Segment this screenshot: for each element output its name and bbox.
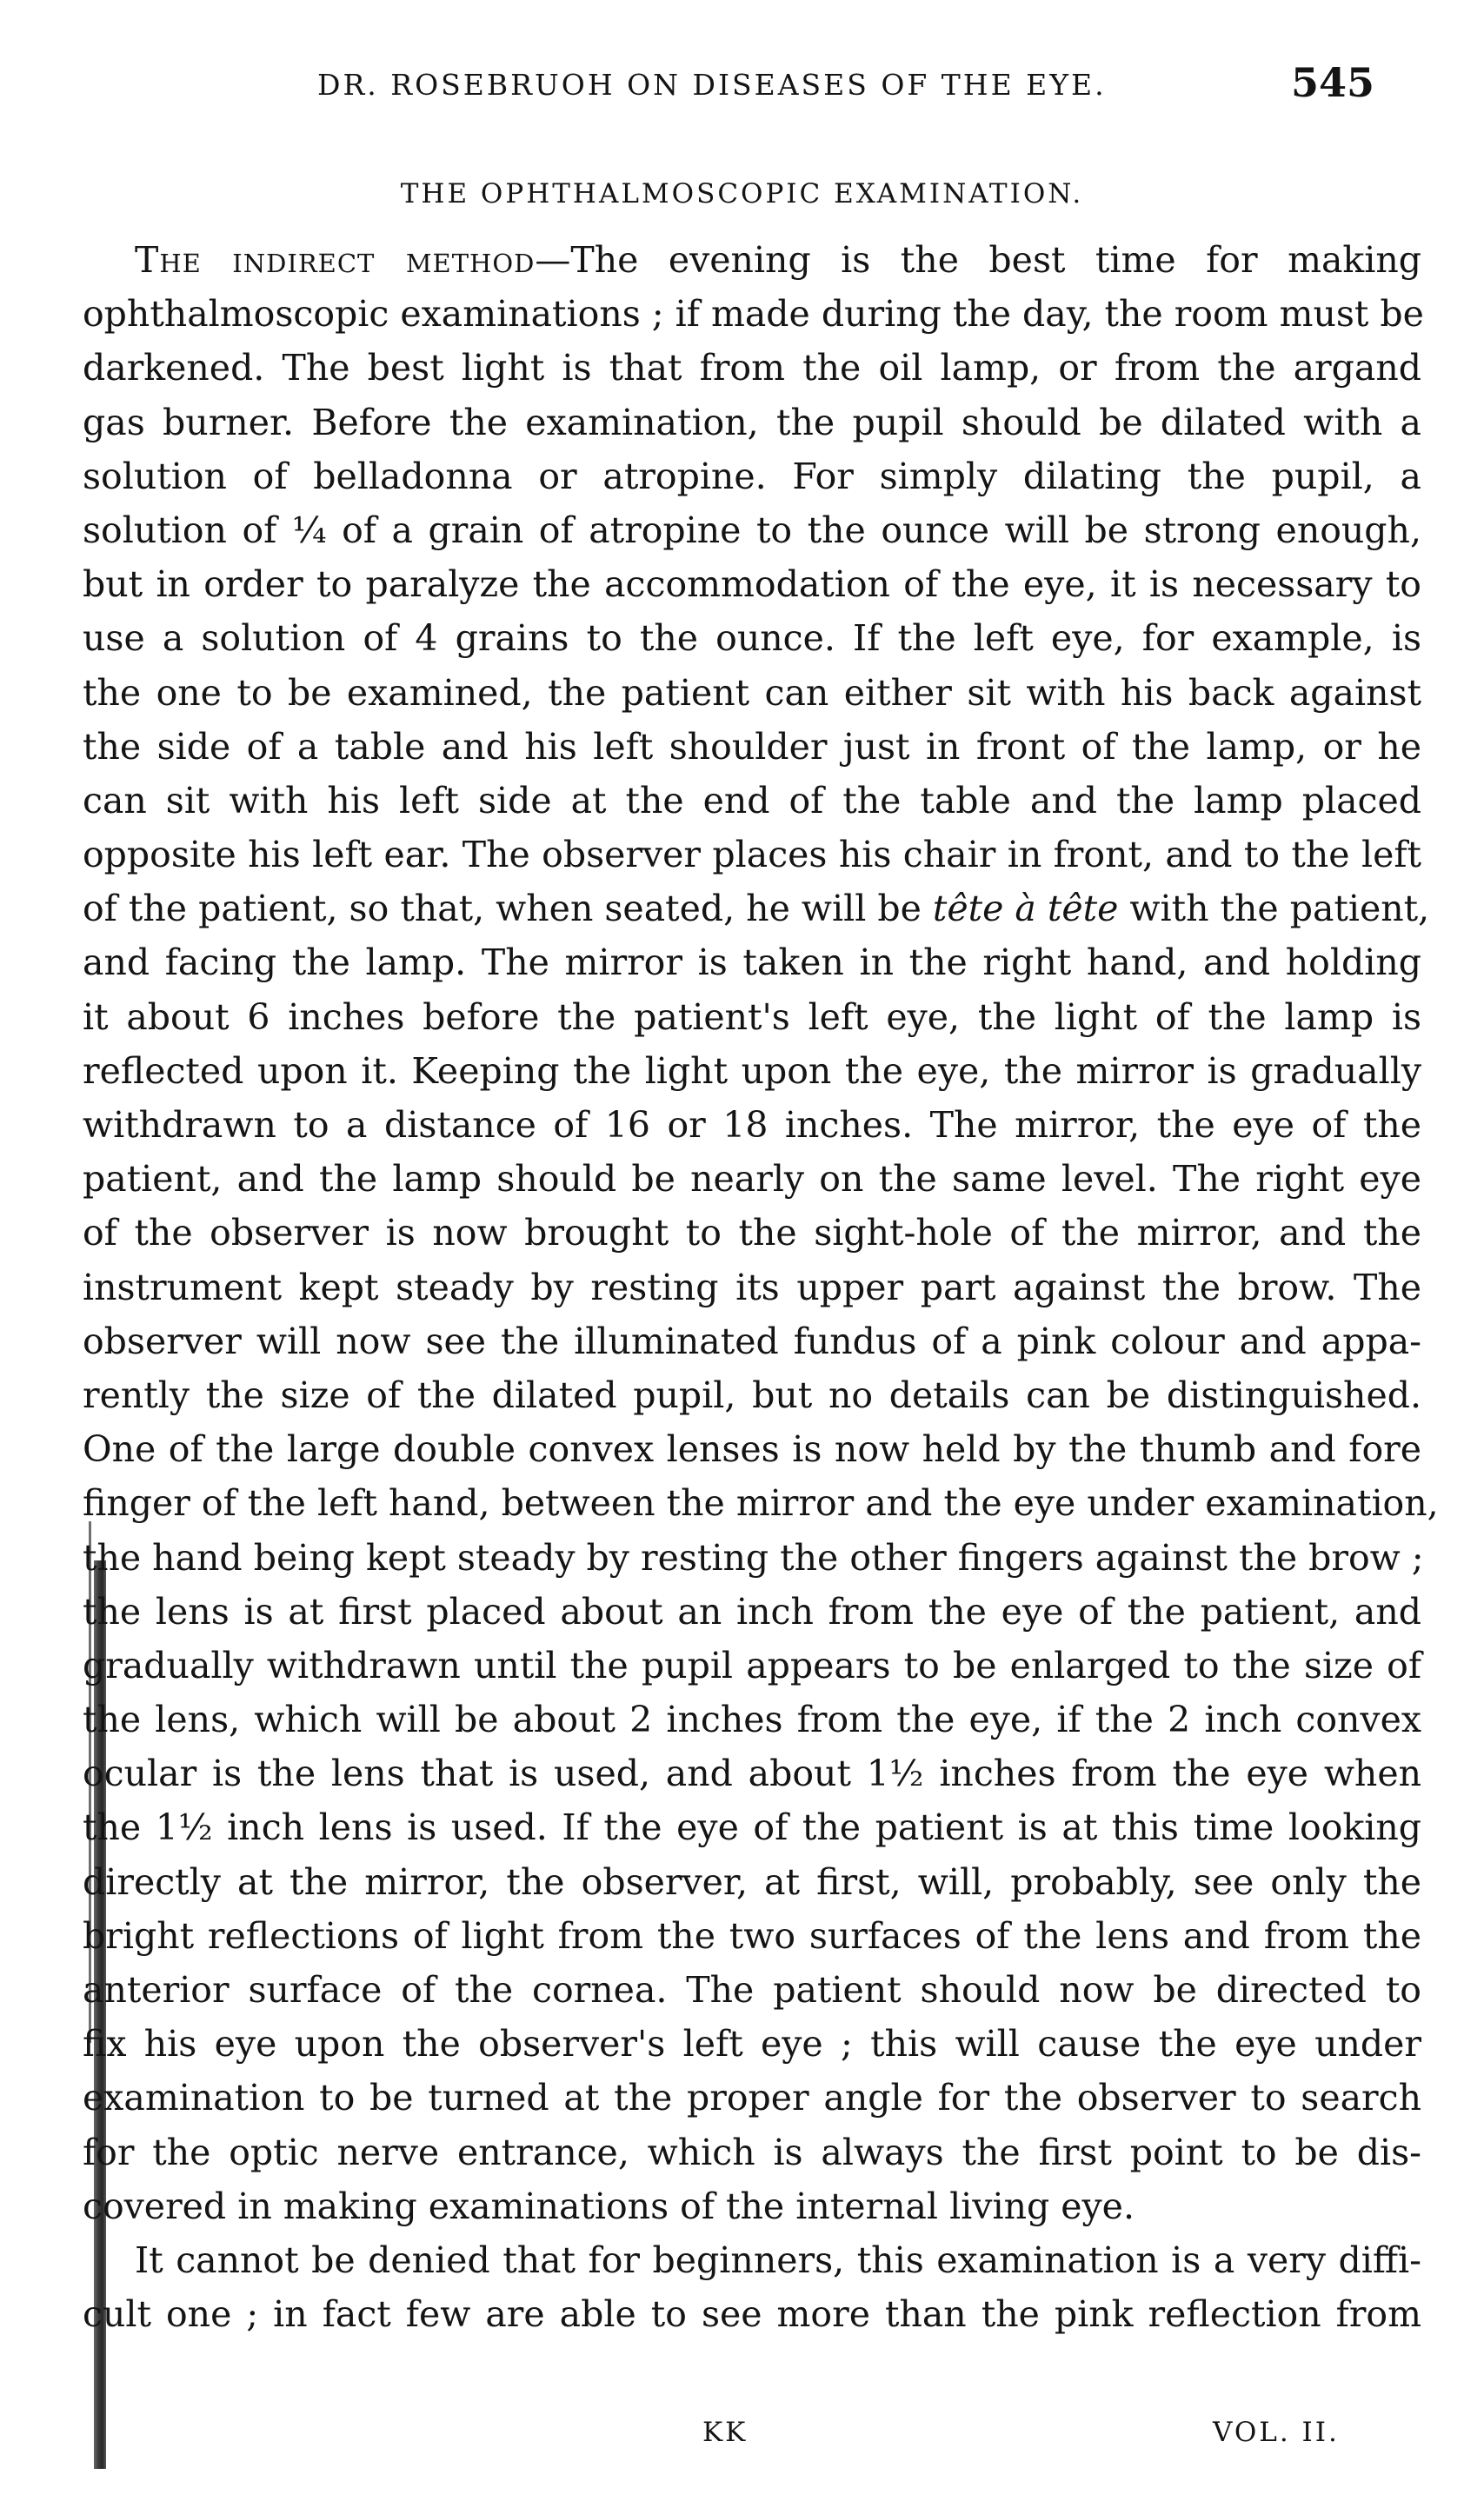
text-line: the hand being kept steady by resting the other fingers against the brow ; [83, 1536, 1424, 1579]
signature-mark: KK [702, 2417, 749, 2448]
text-segment: of the patient, so that, when seated, he will be [83, 888, 922, 930]
text-line: examination to be turned at the proper angle for the observer to search [83, 2077, 1421, 2119]
text-line: One of the large double convex lenses is now held by the thumb and fore [83, 1428, 1421, 1471]
text-line: the side of a table and his left shoulder just in front of the lamp, or he [83, 725, 1421, 768]
text-line: the one to be examined, the patient can either sit with his back against [83, 671, 1421, 714]
text-line: gas burner. Before the examination, the pupil should be dilated with a [83, 401, 1421, 443]
text-line: solution of belladonna or atropine. For simply dilating the pupil, a [83, 455, 1421, 497]
text-line: rently the size of the dilated pupil, but no details can be distinguished. [83, 1374, 1421, 1416]
text-segment: with the patient, [1118, 888, 1430, 930]
text-line: the lens, which will be about 2 inches from the eye, if the 2 inch convex [83, 1699, 1421, 1741]
text-line: use a solution of 4 grains to the ounce. If the left eye, for example, is [83, 617, 1421, 660]
text-line: finger of the left hand, between the mirror and the eye under examination, [83, 1482, 1439, 1525]
text-line: ocular is the lens that is used, and about 1½ inches from the eye when [83, 1753, 1421, 1795]
text-line: but in order to paralyze the accommodation of the eye, it is necessary to [83, 563, 1421, 606]
text-line: gradually withdrawn until the pupil appears to be enlarged to the size of [83, 1644, 1421, 1686]
section-title: THE OPHTHALMOSCOPIC EXAMINATION. [400, 178, 1084, 210]
text-line: It cannot be denied that for beginners, this examination is a very diffi- [135, 2239, 1421, 2281]
text-segment: —The evening is the best time for making [535, 239, 1421, 281]
text-line: fix his eye upon the observer's left eye ; this will cause the eye under [83, 2023, 1421, 2066]
running-title: DR. ROSEBRUOH ON DISEASES OF THE EYE. [317, 68, 1107, 102]
body-text [83, 233, 1439, 2341]
text-line: bright reflections of light from the two surfaces of the lens and from the [83, 1914, 1421, 1957]
text-line: reflected upon it. Keeping the light upon the eye, the mirror is gradually [83, 1049, 1421, 1092]
text-line: and facing the lamp. The mirror is taken in the right hand, and holding [83, 941, 1421, 984]
volume-label: VOL. II. [1213, 2417, 1340, 2448]
text-line: ophthalmoscopic examinations ; if made during the day, the room must be [83, 293, 1424, 336]
text-line: for the optic nerve entrance, which is always the first point to be dis- [83, 2131, 1421, 2173]
text-line: of the observer is now brought to the sight-hole of the mirror, and the [83, 1212, 1421, 1254]
text-line: anterior surface of the cornea. The patient should now be directed to [83, 1969, 1421, 2011]
text-line: can sit with his left side at the end of the table and the lamp placed [83, 779, 1421, 822]
text-line: the lens is at first placed about an inch from the eye of the patient, and [83, 1590, 1421, 1633]
text-line: instrument kept steady by resting its upper part against the brow. The [83, 1266, 1421, 1308]
text-line: opposite his left ear. The observer places his chair in front, and to the left [83, 834, 1421, 876]
page-footer [0, 2408, 1484, 2460]
text-line: it about 6 inches before the patient's left eye, the light of the lamp is [83, 995, 1421, 1038]
text-line: cult one ; in fact few are able to see more than the pink reflection from [83, 2293, 1421, 2336]
text-line [83, 881, 1430, 935]
running-head [0, 52, 1484, 113]
text-line: the 1½ inch lens is used. If the eye of the patient is at this time looking [83, 1806, 1421, 1849]
text-line: darkened. The best light is that from the oil lamp, or from the argand [83, 347, 1421, 389]
text-line: directly at the mirror, the observer, at first, will, probably, see only the [83, 1860, 1421, 1903]
text-line [83, 233, 1421, 287]
run-in-heading: The indirect method [135, 239, 536, 281]
text-line: withdrawn to a distance of 16 or 18 inches. The mirror, the eye of the [83, 1104, 1421, 1146]
text-line: patient, and the lamp should be nearly on the same level. The right eye [83, 1158, 1421, 1201]
text-line: solution of ¼ of a grain of atropine to the ounce will be strong enough, [83, 509, 1421, 551]
text-line: covered in making examinations of the internal living eye. [83, 2185, 1135, 2227]
page-number: 545 [1291, 59, 1375, 106]
italic-phrase: tête à tête [932, 888, 1119, 930]
text-line: observer will now see the illuminated fundus of a pink colour and appa- [83, 1320, 1421, 1362]
